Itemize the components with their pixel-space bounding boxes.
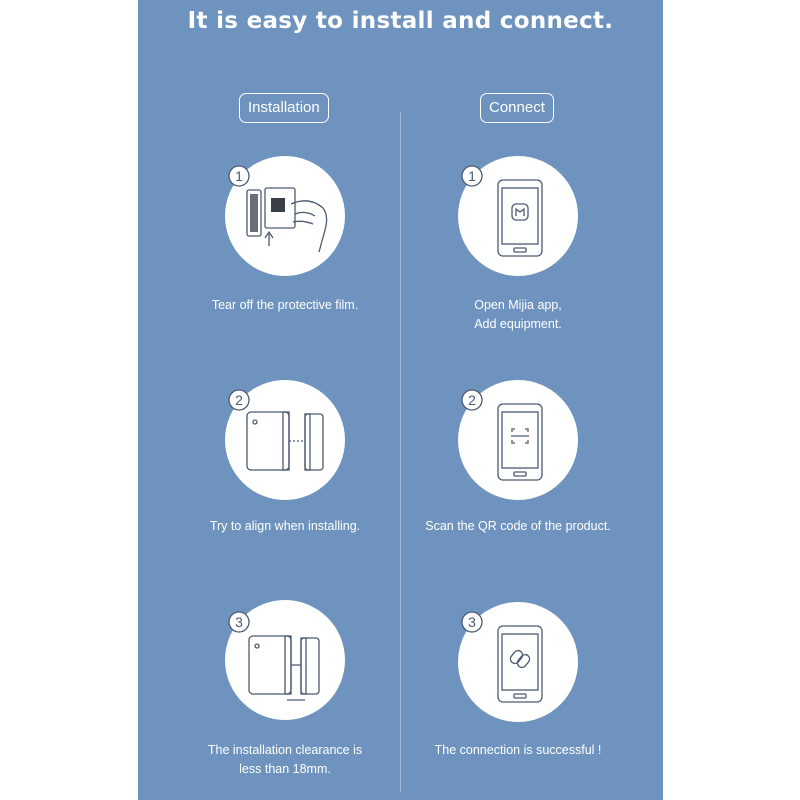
connect-step-2-caption: Scan the QR code of the product. — [425, 519, 611, 533]
phone-mijia-app-icon — [458, 156, 578, 276]
phone-link-icon — [458, 602, 578, 722]
installation-step-3-caption: The installation clearance is less than 18mm. — [207, 743, 363, 776]
installation-step-1-caption: Tear off the protective film. — [211, 298, 359, 312]
installation-step-2-caption: Try to align when installing. — [209, 519, 361, 533]
sensor-clearance-icon — [225, 600, 345, 720]
sensor-alignment-icon — [225, 380, 345, 500]
installation-column-label: Installation — [239, 93, 329, 123]
page-title: It is easy to install and connect. — [187, 8, 614, 34]
step-number: 3 — [235, 614, 243, 630]
column-divider — [400, 112, 401, 792]
installation-step-1-illustration — [225, 156, 345, 276]
connect-column-label: Connect — [480, 93, 554, 123]
step-number: 2 — [235, 392, 243, 408]
connect-step-1-caption: Open Mijia app, Add equipment. — [474, 298, 562, 331]
step-number: 1 — [468, 168, 476, 184]
connect-step-2-illustration — [458, 380, 578, 500]
hand-peeling-film-icon — [225, 156, 345, 276]
step-number: 3 — [468, 614, 476, 630]
phone-qr-scan-icon — [458, 380, 578, 500]
step-number: 2 — [468, 392, 476, 408]
connect-step-3-illustration — [458, 602, 578, 722]
info-panel — [138, 0, 663, 800]
step-number: 1 — [235, 168, 243, 184]
installation-step-2-illustration — [225, 380, 345, 500]
installation-step-3-illustration — [225, 600, 345, 720]
connect-step-1-illustration — [458, 156, 578, 276]
connect-step-3-caption: The connection is successful ! — [434, 743, 602, 757]
